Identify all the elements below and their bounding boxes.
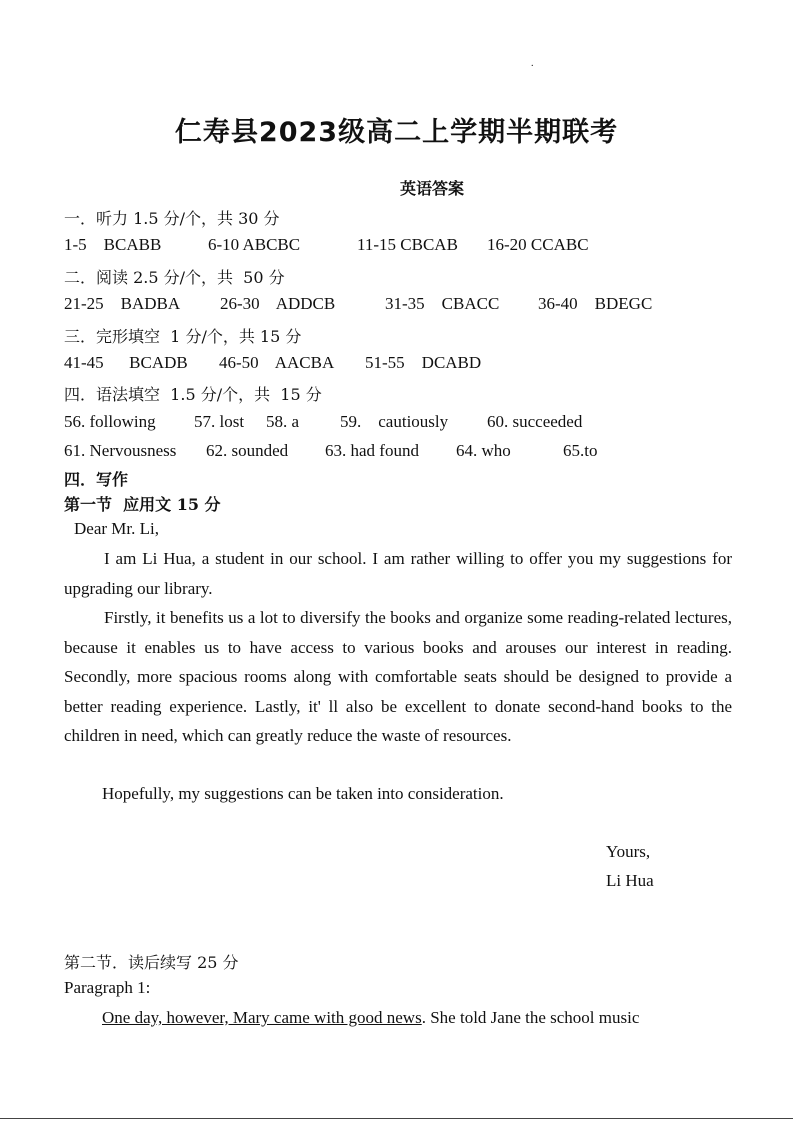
stray-dot: . xyxy=(531,58,534,69)
continuation-rest-text: . She told Jane the school music xyxy=(421,1008,640,1027)
answer-group: 16-20 CCABC xyxy=(487,235,589,254)
grammar-answer: 58. a xyxy=(266,412,300,431)
answer-group: 26-30 ADDCB xyxy=(220,294,336,313)
cloze-heading: 三．完形填空 1 分/个，共 15 分 xyxy=(64,327,302,346)
answer-group: 31-35 CBACC xyxy=(385,294,500,313)
grammar-answer: 59. cautiously xyxy=(340,412,449,431)
page-title: 仁寿县2023级高二上学期半期联考 xyxy=(174,117,619,148)
letter-greeting: Dear Mr. Li, xyxy=(74,519,159,538)
answer-group: 6-10 ABCBC xyxy=(208,235,301,254)
letter-paragraph-2: Firstly, it benefits us a lot to diversify the books and organize some reading-related lectures, because it enables us to have access to various books and arouses our interest in reading. Secondly, more spacious rooms along with comfortable seats should be designed to provide a better reading experience. Lastly, it' ll also be excellent to donate second-hand books to the children in need, which can greatly reduce the waste of resources. xyxy=(64,608,732,745)
page-bottom-border xyxy=(0,1118,793,1119)
grammar-heading: 四．语法填空 1.5 分/个，共 15 分 xyxy=(64,385,322,404)
answer-group: 41-45 BCADB xyxy=(64,353,188,372)
letter-paragraph-1: I am Li Hua, a student in our school. I am rather willing to offer you my suggestions for upgrading our library. xyxy=(64,549,732,598)
grammar-answer: 60. succeeded xyxy=(487,412,583,431)
answer-group: 1-5 BCABB xyxy=(64,235,162,254)
continuation-underlined-text: One day, however, Mary came with good news xyxy=(102,1008,422,1027)
grammar-answer: 62. sounded xyxy=(206,441,289,460)
answer-group: 36-40 BDEGC xyxy=(538,294,653,313)
letter-signature: Li Hua xyxy=(606,871,654,890)
answer-group: 21-25 BADBA xyxy=(64,294,181,313)
page-subtitle: 英语答案 xyxy=(400,179,465,198)
grammar-answer: 56. following xyxy=(64,412,156,431)
part1-heading: 第一节 应用文 15 分 xyxy=(64,495,221,514)
reading-heading: 二．阅读 2.5 分/个，共 50 分 xyxy=(64,268,285,287)
answer-group: 51-55 DCABD xyxy=(365,353,482,372)
part2-heading: 第二节．读后续写 25 分 xyxy=(64,953,239,972)
answer-group: 11-15 CBCAB xyxy=(357,235,458,254)
paragraph-label: Paragraph 1: xyxy=(64,978,151,997)
letter-closing: Yours, xyxy=(606,842,651,861)
grammar-answer: 63. had found xyxy=(325,441,419,460)
grammar-answer: 65.to xyxy=(563,441,598,460)
answer-group: 46-50 AACBA xyxy=(219,353,335,372)
listening-heading: 一．听力 1.5 分/个，共 30 分 xyxy=(64,209,280,228)
writing-heading: 四．写作 xyxy=(64,470,129,489)
grammar-answer: 64. who xyxy=(456,441,511,460)
continuation-line xyxy=(64,1003,732,1033)
grammar-answer: 61. Nervousness xyxy=(64,441,177,460)
letter-paragraph-3: Hopefully, my suggestions can be taken into consideration. xyxy=(102,784,504,803)
grammar-answer: 57. lost xyxy=(194,412,245,431)
